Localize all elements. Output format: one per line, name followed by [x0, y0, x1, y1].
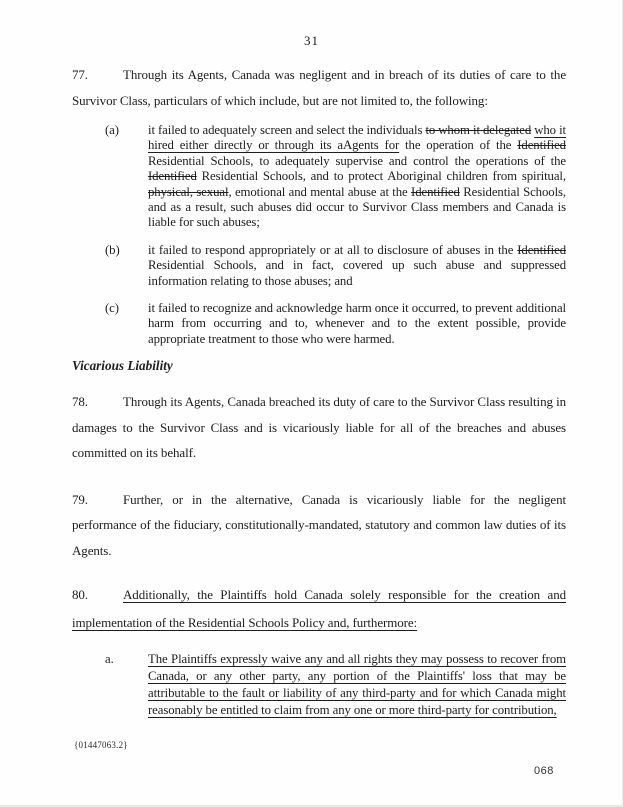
body-text: the operation of the [399, 138, 518, 153]
body-text: it failed to recognize and acknowledge harm once it occurred, to prevent additional harm from occurring and to, whenever and to the extent possible, provide appropriate treatment to those who were harmed. [148, 301, 566, 346]
list-item-c [72, 301, 566, 347]
struck-text: Identified [517, 138, 566, 153]
struck-text: physical, sexual [148, 184, 229, 199]
list-item-a [72, 651, 566, 718]
body-text: Through its Agents, Canada was negligent and in breach of its duties of care to the Survivor Class, particulars of which include, but are not limited to, the following: [72, 67, 566, 108]
list-item-label: a. [105, 652, 114, 667]
body-text: Residential Schools, and to protect Aboriginal children from spiritual, [196, 169, 566, 184]
struck-text: Identified [517, 242, 566, 257]
page-number: 31 [304, 33, 319, 48]
paragraph-number: 80. [72, 587, 88, 603]
body-text: it failed to respond appropriately or at all to disclosure of abuses in the [148, 242, 518, 257]
list-item-b [72, 243, 566, 289]
body-text: it failed to adequately screen and select the individuals [148, 123, 426, 137]
paragraph-78 [72, 389, 566, 466]
paragraph-80 [72, 581, 566, 637]
list-item-text [148, 651, 566, 718]
list-item-text [148, 301, 566, 347]
inserted-underlined-text: The Plaintiffs expressly waive any and all rights they may possess to recover from Canada, or any other party, any portion of the Plaintiffs' loss that may be attributable to the fault or liability of any third-party and for which Canada might reasonably be entitled to claim from any one or more third-party for contribution, [148, 652, 566, 717]
document-body [72, 0, 566, 718]
section-heading: Vicarious Liability [72, 358, 173, 374]
list-item-text [148, 123, 566, 231]
footer-page-stamp: 068 [534, 765, 554, 777]
inserted-underlined-text: who it hired either directly or through its aAgents for [148, 123, 566, 153]
struck-text: to whom it delegated [425, 123, 532, 137]
paragraph-number: 77. [72, 67, 88, 82]
body-text: Residential Schools, to adequately supervise and control the operations of the [148, 153, 566, 168]
inserted-underlined-text: Additionally, the Plaintiffs hold Canada solely responsible for the creation and implementation of the Residential Schools Policy and, furthermore: [72, 587, 566, 631]
body-text: Residential Schools, and in fact, covered up such abuse and suppressed information relating to those abuses; and [148, 258, 566, 288]
struck-text: Identified [148, 169, 197, 184]
list-item-text [148, 243, 566, 289]
list-item-label: (b) [105, 242, 120, 257]
body-text: , emotional and mental abuse at the [228, 184, 412, 199]
paragraph-77 [72, 62, 566, 113]
struck-text: Identified [411, 184, 460, 199]
body-text: Through its Agents, Canada breached its duty of care to the Survivor Class resulting in damages to the Survivor Class and is vicariously liable for all of the breaches and abuses committed on its behalf. [72, 394, 566, 461]
list-item-a [72, 123, 566, 231]
paragraph-number: 78. [72, 394, 88, 410]
paragraph-number: 79. [72, 491, 88, 507]
footer-doc-number: {01447063.2} [74, 740, 128, 750]
paragraph-79 [72, 487, 566, 564]
list-item-label: (c) [105, 301, 119, 316]
body-text: Further, or in the alternative, Canada is vicariously liable for the negligent performance of the fiduciary, constitutionally-mandated, statutory and common law duties of its Agents. [72, 491, 566, 558]
body-text: Residential Schools, and as a result, such abuses did occur to Survivor Class members and Canada is liable for such abuses; [148, 184, 566, 230]
list-item-label: (a) [105, 123, 119, 137]
